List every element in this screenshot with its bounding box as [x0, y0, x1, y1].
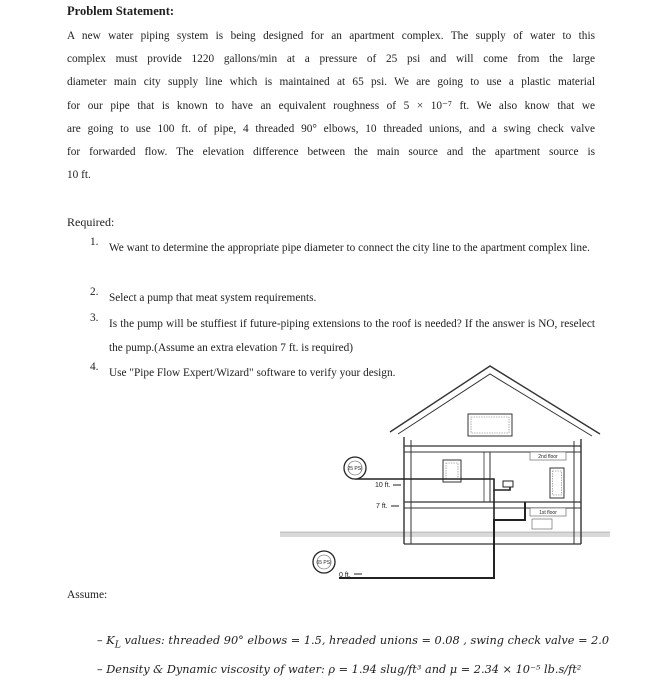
list-number: 2.	[90, 286, 99, 298]
required-heading: Required:	[67, 215, 115, 229]
list-number: 1.	[90, 236, 99, 248]
ground-strip	[280, 532, 610, 537]
elevation-10ft-label: 10 ft.	[375, 482, 391, 489]
valve-fitting	[503, 481, 513, 487]
elevation-7ft-label: 7 ft.	[376, 503, 388, 510]
problem-line: for forwarded flow. The elevation difference between the main source and the apartment source is	[67, 146, 595, 159]
elevation-0ft-label: 0 ft.	[339, 572, 351, 579]
floor-1-fixture	[532, 519, 552, 529]
problem-line: are going to use 100 ft. of pipe, 4 threaded 90° elbows, 10 threaded unions, and a swing check valve	[67, 122, 595, 135]
list-text: Use "Pipe Flow Expert/Wizard" software to verify your design.	[109, 367, 396, 379]
problem-line: complex must provide 1220 gallons/min at a pressure of 25 psi and will come from the large	[67, 53, 595, 66]
fluid-properties: – Density & Dynamic viscosity of water: ρ = 1.94 slug/ft³ and μ = 2.34 × 10⁻⁵ lb.s/ft²	[97, 663, 582, 676]
list-text: We want to determine the appropriate pipe diameter to connect the city line to the apartment complex line.	[109, 242, 590, 254]
gauge-25psi-label: 25 PSI	[347, 466, 363, 472]
floor-1-label: 1st floor	[539, 510, 557, 516]
supply-pipe	[339, 502, 525, 578]
problem-statement-paragraph	[67, 25, 595, 187]
problem-line: for our pipe that is known to have an equivalent roughness of 5 × 10⁻⁷ ft. We also know that we	[67, 99, 595, 112]
kl-subscript: L	[114, 639, 121, 651]
kl-prefix: – K	[97, 634, 115, 647]
list-text: Select a pump that meat system requirements.	[109, 292, 317, 304]
problem-line: 10 ft.	[67, 169, 91, 182]
minor-loss-coefficients	[97, 634, 609, 650]
problem-line: A new water piping system is being designed for an apartment complex. The supply of water to this	[67, 30, 595, 42]
list-number: 4.	[90, 361, 99, 373]
problem-line: diameter main city supply line which is maintained at 65 psi. We are going to use a plastic material	[67, 76, 595, 89]
kl-values: values: threaded 90° elbows = 1.5, hreaded unions = 0.08 , swing check valve = 2.0	[120, 634, 610, 647]
house-piping-diagram	[280, 362, 610, 587]
list-number: 3.	[90, 312, 99, 324]
list-text: Is the pump will be stuffiest if future-piping extensions to the roof is needed? If the answer is NO, reselect the pump.(Assume an extra elevation 7 ft. is required)	[109, 318, 595, 354]
window-right	[550, 468, 564, 498]
assume-heading: Assume:	[67, 589, 108, 601]
gauge-65psi-label: 65 PSI	[316, 560, 332, 566]
floor-2-label: 2nd floor	[538, 454, 558, 460]
problem-statement-heading: Problem Statement:	[67, 4, 175, 18]
